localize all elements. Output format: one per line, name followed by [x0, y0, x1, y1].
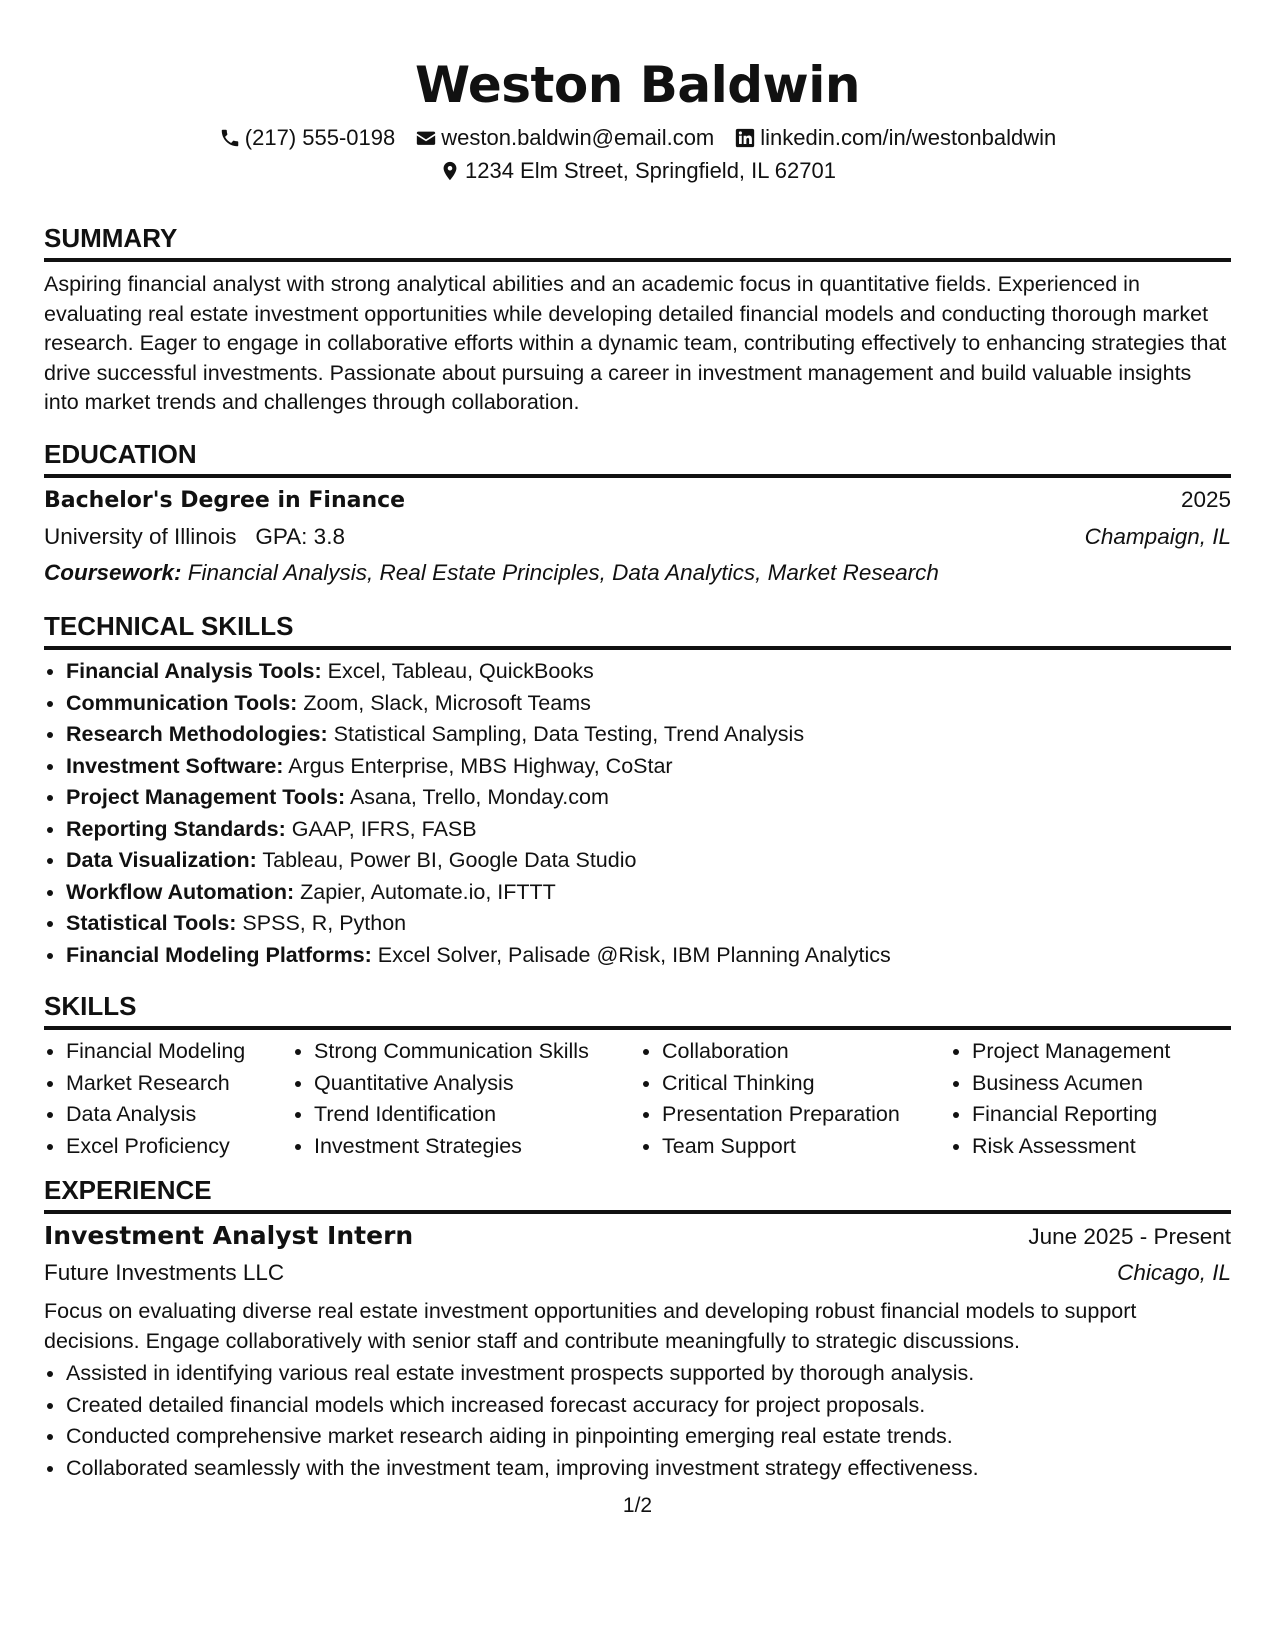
degree-name: Bachelor's Degree in Finance — [44, 488, 406, 513]
list-item: • Financial Analysis Tools: Excel, Tableau, QuickBooks — [66, 656, 1231, 688]
section-title-technical-skills: TECHNICAL SKILLS — [44, 610, 1231, 650]
list-item: • Risk Assessment — [972, 1131, 1170, 1163]
contact-address — [439, 158, 836, 184]
envelope-icon — [415, 127, 437, 149]
section-title-experience: EXPERIENCE — [44, 1174, 1231, 1214]
graduation-year: 2025 — [1180, 487, 1231, 512]
linkedin-link[interactable]: linkedin.com/in/westonbaldwin — [760, 125, 1057, 150]
map-pin-icon — [439, 160, 461, 182]
phone-icon — [219, 127, 241, 149]
email-link[interactable]: weston.baldwin@email.com — [441, 125, 715, 150]
list-item: • Project Management Tools: Asana, Trello, Monday.com — [66, 782, 1231, 814]
page-number: 1/2 — [622, 1494, 653, 1517]
job-title-row — [44, 1218, 1231, 1255]
job-description: Focus on evaluating diverse real estate investment opportunities and developing robust financial models to support decisions. Engage collaboratively with senior staff and contribute meaningfully to strategic discussions. — [44, 1299, 1137, 1353]
phone-text: (217) 555-0198 — [244, 125, 396, 150]
education-school-row — [44, 519, 1231, 555]
list-item: • Data Visualization: Tableau, Power BI, Google Data Studio — [66, 845, 1231, 877]
list-item: • Investment Software: Argus Enterprise, MBS Highway, CoStar — [66, 751, 1231, 783]
section-title-education: EDUCATION — [44, 438, 1231, 478]
summary-section — [44, 222, 1231, 418]
list-item: • Financial Reporting — [972, 1099, 1170, 1131]
list-item: • Financial Modeling — [66, 1036, 292, 1068]
contact-row-1 — [0, 125, 1275, 151]
list-item: • Trend Identification — [314, 1099, 640, 1131]
education-section — [44, 438, 1231, 591]
coursework-line — [44, 555, 1231, 591]
list-item: • Communication Tools: Zoom, Slack, Microsoft Teams — [66, 688, 1231, 720]
list-item: • Business Acumen — [972, 1068, 1170, 1100]
candidate-name: Weston Baldwin — [414, 56, 860, 114]
skills-column-1 — [44, 1036, 292, 1162]
list-item: • Collaborated seamlessly with the investment team, improving investment strategy effectiveness. — [66, 1453, 1231, 1485]
gpa: GPA: 3.8 — [255, 524, 345, 549]
school-info — [44, 519, 345, 555]
list-item: • Assisted in identifying various real estate investment prospects supported by thorough analysis. — [66, 1358, 1231, 1390]
linkedin-icon — [734, 127, 756, 149]
list-item: • Workflow Automation: Zapier, Automate.io, IFTTT — [66, 877, 1231, 909]
section-title-summary: SUMMARY — [44, 222, 1231, 262]
list-item: • Investment Strategies — [314, 1131, 640, 1163]
skills-column-3 — [640, 1036, 950, 1162]
experience-section — [44, 1174, 1231, 1484]
address-text: 1234 Elm Street, Springfield, IL 62701 — [465, 158, 836, 183]
list-item: • Project Management — [972, 1036, 1170, 1068]
skills-column-2 — [292, 1036, 640, 1162]
section-title-skills: SKILLS — [44, 990, 1231, 1030]
list-item: • Strong Communication Skills — [314, 1036, 640, 1068]
list-item: • Created detailed financial models which increased forecast accuracy for project proposals. — [66, 1390, 1231, 1422]
company-name: Future Investments LLC — [44, 1260, 285, 1285]
list-item: • Presentation Preparation — [662, 1099, 950, 1131]
skills-column-4 — [950, 1036, 1170, 1162]
school-name: University of Illinois — [44, 524, 237, 549]
list-item: • Statistical Tools: SPSS, R, Python — [66, 908, 1231, 940]
list-item: • Quantitative Analysis — [314, 1068, 640, 1100]
skills-section — [44, 990, 1231, 1162]
job-location: Chicago, IL — [1117, 1260, 1231, 1285]
list-item: • Financial Modeling Platforms: Excel Solver, Palisade @Risk, IBM Planning Analytics — [66, 940, 1231, 972]
list-item: • Critical Thinking — [662, 1068, 950, 1100]
job-bullets — [44, 1358, 1231, 1484]
coursework-list: Financial Analysis, Real Estate Principles, Data Analytics, Market Research — [187, 560, 939, 585]
education-degree-row — [44, 482, 1231, 519]
contact-phone — [219, 125, 395, 151]
contact-linkedin[interactable] — [734, 125, 1056, 151]
technical-skills-list — [44, 656, 1231, 971]
job-title: Investment Analyst Intern — [44, 1221, 414, 1250]
job-dates: June 2025 - Present — [1028, 1224, 1231, 1249]
list-item: • Team Support — [662, 1131, 950, 1163]
school-location: Champaign, IL — [1084, 524, 1231, 549]
job-company-row — [44, 1255, 1231, 1291]
summary-text: Aspiring financial analyst with strong analytical abilities and an academic focus in quantitative fields. Experienced in evaluating real estate investment opportunities while developing detailed financial models and conducting thorough market research. Eager to engage in collaborative efforts within a dynamic team, contributing effectively to enhancing strategies that drive successful investments. Passionate about pursuing a career in investment management and build valuable insights into market trends and challenges through collaboration. — [44, 272, 1227, 414]
list-item: • Research Methodologies: Statistical Sampling, Data Testing, Trend Analysis — [66, 719, 1231, 751]
technical-skills-section — [44, 610, 1231, 971]
list-item: • Market Research — [66, 1068, 292, 1100]
list-item: • Collaboration — [662, 1036, 950, 1068]
contact-row-2 — [0, 158, 1275, 184]
list-item: • Data Analysis — [66, 1099, 292, 1131]
list-item: • Reporting Standards: GAAP, IFRS, FASB — [66, 814, 1231, 846]
coursework-label: Coursework: — [44, 560, 182, 585]
contact-email[interactable] — [415, 125, 714, 151]
list-item: • Conducted comprehensive market research aiding in pinpointing emerging real estate trends. — [66, 1421, 1231, 1453]
skills-grid — [44, 1036, 1231, 1162]
list-item: • Excel Proficiency — [66, 1131, 292, 1163]
